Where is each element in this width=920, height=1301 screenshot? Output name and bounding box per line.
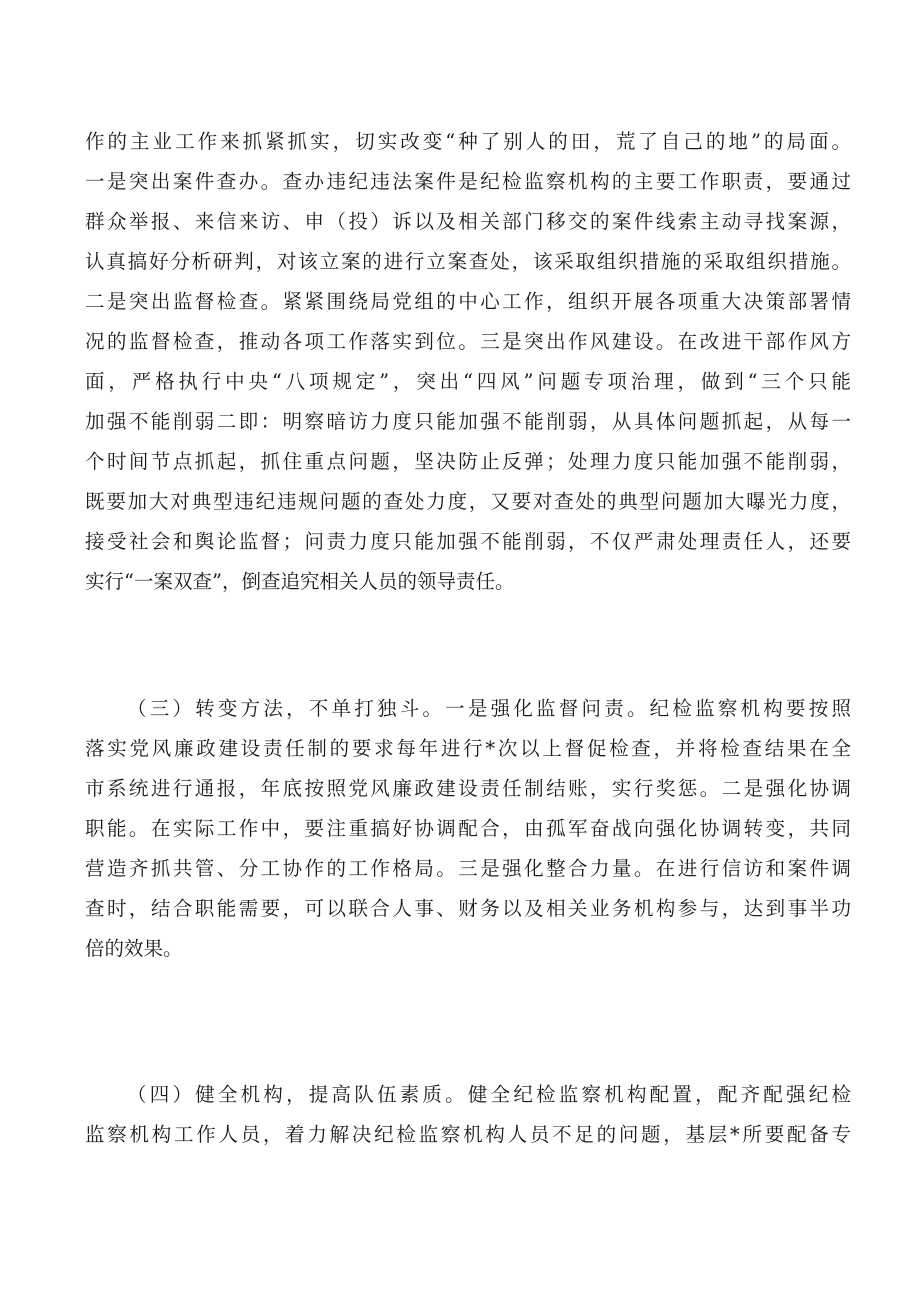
text-line: 营造齐抓共管、分工协作的工作格局。三是强化整合力量。在进行信访和案件调 [85, 857, 851, 880]
text-line: 个时间节点抓起，抓住重点问题，坚决防止反弹；处理力度只能加强不能削弱， [85, 450, 851, 473]
text-line: （三）转变方法，不单打独斗。一是强化监督问责。纪检监察机构要按照 [127, 697, 851, 720]
text-line: 查时，结合职能需要，可以联合人事、财务以及相关业务机构参与，达到事半功 [85, 897, 851, 920]
text-line: 面，严格执行中央“八项规定”，突出“四风”问题专项治理，做到“三个只能 [85, 370, 851, 393]
text-line: 群众举报、来信来访、申（投）诉以及相关部门移交的案件线索主动寻找案源， [85, 210, 851, 233]
text-line: 监察机构工作人员，着力解决纪检监察机构人员不足的问题，基层*所要配备专 [85, 1123, 851, 1146]
text-line: 实行“一案双查”，倒查追究相关人员的领导责任。 [85, 570, 515, 593]
text-line: （四）健全机构，提高队伍素质。健全纪检监察机构配置，配齐配强纪检 [127, 1083, 851, 1106]
text-line: 认真搞好分析研判，对该立案的进行立案查处，该采取组织措施的采取组织措施。 [85, 250, 851, 273]
paragraph-case-handling [85, 122, 851, 602]
text-line: 加强不能削弱二即：明察暗访力度只能加强不能削弱，从具体问题抓起，从每一 [85, 410, 851, 433]
text-line: 市系统进行通报，年底按照党风廉政建设责任制结账，实行奖惩。二是强化协调 [85, 777, 851, 800]
text-line: 况的监督检查，推动各项工作落实到位。三是突出作风建设。在改进干部作风方 [85, 330, 851, 353]
paragraph-improve-institutions [85, 1075, 851, 1155]
text-line: 落实党风廉政建设责任制的要求每年进行*次以上督促检查，并将检查结果在全 [85, 737, 851, 760]
text-line: 二是突出监督检查。紧紧围绕局党组的中心工作，组织开展各项重大决策部署情 [85, 290, 851, 313]
paragraph-change-methods [85, 689, 851, 969]
text-line: 倍的效果。 [85, 937, 183, 960]
text-line: 接受社会和舆论监督；问责力度只能加强不能削弱，不仅严肃处理责任人，还要 [85, 530, 851, 553]
text-line: 作的主业工作来抓紧抓实，切实改变“种了别人的田，荒了自己的地”的局面。 [85, 130, 851, 153]
text-line: 职能。在实际工作中，要注重搞好协调配合，由孤军奋战向强化协调转变，共同 [85, 817, 851, 840]
text-line: 一是突出案件查办。查办违纪违法案件是纪检监察机构的主要工作职责，要通过 [85, 170, 851, 193]
text-line: 既要加大对典型违纪违规问题的查处力度，又要对查处的典型问题加大曝光力度， [85, 490, 851, 513]
